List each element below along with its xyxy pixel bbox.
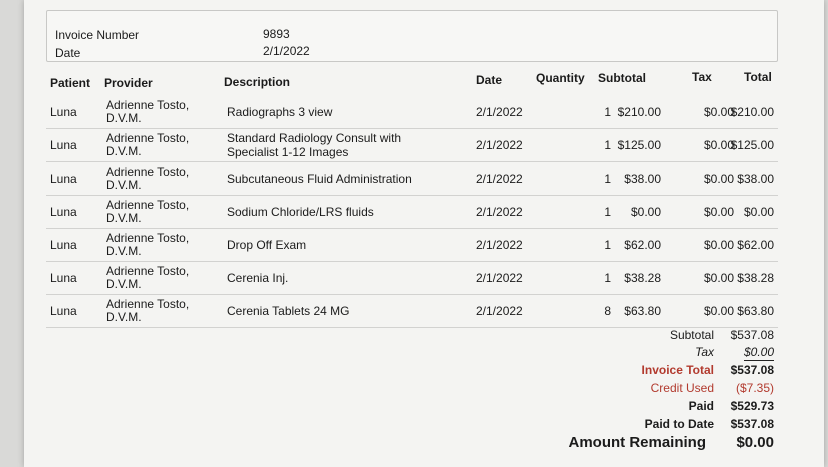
- row-patient: Luna: [50, 138, 77, 152]
- row-patient: Luna: [50, 172, 77, 186]
- row-date: 2/1/2022: [476, 172, 523, 186]
- credit-used-label: Credit Used: [650, 381, 714, 395]
- amount-remaining-label: Amount Remaining: [568, 434, 706, 451]
- row-provider: Adrienne Tosto, D.V.M.: [106, 165, 190, 192]
- row-total: $38.00: [737, 172, 774, 186]
- subtotal-value: $537.08: [730, 328, 774, 342]
- amount-remaining-value: $0.00: [736, 434, 774, 451]
- row-date: 2/1/2022: [476, 105, 523, 119]
- row-subtotal: $38.28: [624, 271, 661, 285]
- row-provider: Adrienne Tosto, D.V.M.: [106, 264, 190, 291]
- paid-label: Paid: [688, 399, 714, 413]
- row-quantity: 8: [604, 304, 611, 318]
- row-quantity: 1: [604, 205, 611, 219]
- row-provider: Adrienne Tosto, D.V.M.: [106, 131, 190, 158]
- row-tax: $0.00: [703, 205, 734, 219]
- col-date: Date: [476, 73, 503, 87]
- row-total: $0.00: [743, 205, 774, 219]
- totals-invoice-total-line: [584, 363, 774, 381]
- row-provider: Adrienne Tosto, D.V.M.: [106, 297, 190, 324]
- row-description: Radiographs 3 view: [227, 105, 333, 119]
- row-date: 2/1/2022: [476, 238, 523, 252]
- row-patient: Luna: [50, 238, 77, 252]
- row-date: 2/1/2022: [476, 304, 523, 318]
- table-row: [46, 229, 778, 262]
- table-row: [46, 262, 778, 295]
- table-row: [46, 96, 778, 129]
- row-total: $38.28: [737, 271, 774, 285]
- row-total: $63.80: [737, 304, 774, 318]
- row-tax: $0.00: [703, 138, 734, 152]
- col-total: Total: [744, 70, 772, 84]
- table-row: [46, 196, 778, 229]
- row-tax: $0.00: [703, 304, 734, 318]
- row-date: 2/1/2022: [476, 271, 523, 285]
- table-row: [46, 129, 778, 162]
- row-provider: Adrienne Tosto, D.V.M.: [106, 231, 190, 258]
- row-provider: Adrienne Tosto, D.V.M.: [106, 198, 190, 225]
- col-subtotal: Subtotal: [598, 71, 646, 85]
- row-quantity: 1: [604, 172, 611, 186]
- invoice-number-label: Invoice Number: [55, 28, 140, 42]
- row-provider: Adrienne Tosto, D.V.M.: [106, 98, 190, 125]
- row-patient: Luna: [50, 205, 77, 219]
- row-patient: Luna: [50, 105, 77, 119]
- row-date: 2/1/2022: [476, 205, 523, 219]
- row-quantity: 1: [604, 105, 611, 119]
- row-description: Standard Radiology Consult with Specialist 1-12 Images: [227, 131, 402, 159]
- row-total: $125.00: [730, 138, 774, 152]
- row-subtotal: $210.00: [617, 105, 661, 119]
- col-tax: Tax: [692, 70, 712, 84]
- invoice-total-value: $537.08: [730, 363, 774, 377]
- invoice-total-label: Invoice Total: [641, 363, 714, 377]
- invoice-header-box: [46, 10, 778, 62]
- row-quantity: 1: [604, 138, 611, 152]
- row-subtotal: $125.00: [617, 138, 661, 152]
- row-description: Cerenia Tablets 24 MG: [227, 304, 350, 318]
- credit-used-value: ($7.35): [735, 381, 774, 395]
- invoice-date: 2/1/2022: [263, 44, 310, 58]
- totals-credit-line: [584, 381, 774, 399]
- col-provider: Provider: [104, 76, 153, 90]
- row-total: $210.00: [730, 105, 774, 119]
- table-row: [46, 163, 778, 196]
- totals-tax-line: [584, 345, 774, 363]
- tax-label: Tax: [695, 345, 714, 359]
- row-subtotal: $63.80: [624, 304, 661, 318]
- row-tax: $0.00: [703, 238, 734, 252]
- row-quantity: 1: [604, 238, 611, 252]
- row-subtotal: $38.00: [624, 172, 661, 186]
- tax-value: $0.00: [743, 345, 774, 359]
- invoice-number: 9893: [263, 27, 290, 41]
- row-subtotal: $0.00: [630, 205, 661, 219]
- row-quantity: 1: [604, 271, 611, 285]
- totals-block: [568, 328, 774, 454]
- table-row: [46, 295, 778, 328]
- row-patient: Luna: [50, 304, 77, 318]
- row-total: $62.00: [737, 238, 774, 252]
- col-description: Description: [224, 75, 291, 89]
- subtotal-label: Subtotal: [669, 328, 714, 342]
- row-description: Sodium Chloride/LRS fluids: [227, 205, 374, 219]
- row-description: Drop Off Exam: [227, 238, 307, 252]
- totals-paid-to-date-line: [584, 417, 774, 435]
- totals-subtotal-line: [584, 328, 774, 346]
- paid-value: $529.73: [730, 399, 774, 413]
- row-date: 2/1/2022: [476, 138, 523, 152]
- row-tax: $0.00: [703, 105, 734, 119]
- paid-to-date-value: $537.08: [730, 417, 774, 431]
- row-tax: $0.00: [703, 271, 734, 285]
- row-description: Cerenia Inj.: [227, 271, 289, 285]
- paid-to-date-label: Paid to Date: [644, 417, 714, 431]
- row-patient: Luna: [50, 271, 77, 285]
- invoice-paper: [24, 0, 824, 467]
- row-description: Subcutaneous Fluid Administration: [227, 172, 412, 186]
- row-tax: $0.00: [703, 172, 734, 186]
- totals-paid-line: [584, 399, 774, 417]
- totals-remaining-line: [568, 434, 774, 454]
- row-subtotal: $62.00: [624, 238, 661, 252]
- col-quantity: Quantity: [536, 71, 585, 85]
- col-patient: Patient: [50, 76, 91, 90]
- invoice-date-label: Date: [55, 46, 81, 60]
